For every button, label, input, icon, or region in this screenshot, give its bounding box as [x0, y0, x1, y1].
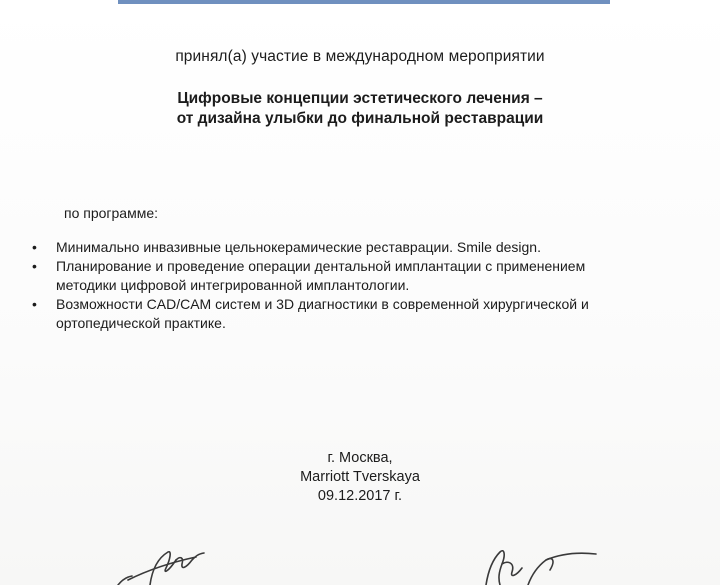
event-date: 09.12.2017 г.: [317, 488, 403, 504]
venue-city: г. Москва,: [327, 450, 393, 466]
bullet-icon: •: [32, 239, 37, 255]
event-title-line-1: Цифровые концепции эстетического лечения –: [177, 90, 543, 107]
event-title: [0, 89, 720, 129]
venue-block: [200, 449, 520, 506]
program-item-line-2: методики цифровой интегрированной имплантологии.: [56, 277, 410, 293]
participation-statement: принял(а) участие в международном мероприятии: [175, 48, 545, 65]
program-item: [32, 257, 672, 295]
program-label: по программе:: [64, 205, 159, 221]
program-item: [32, 295, 672, 333]
top-border-line: [118, 0, 610, 4]
program-item-line-1: Планирование и проведение операции дентальной имплантации с применением: [56, 258, 586, 274]
program-item-line-2: ортопедической практике.: [56, 315, 226, 331]
signature-right: [486, 551, 596, 585]
program-item-line-1: Возможности CAD/CAM систем и 3D диагностики в современной хирургической и: [56, 296, 589, 312]
bullet-icon: •: [32, 296, 37, 312]
event-title-line-2: от дизайна улыбки до финальной реставрации: [176, 110, 544, 127]
program-list: [32, 238, 672, 333]
program-item-line-1: Минимально инвазивные цельнокерамические реставрации. Smile design.: [56, 239, 541, 255]
program-item: [32, 238, 672, 257]
signature-left: [118, 552, 204, 585]
bullet-icon: •: [32, 258, 37, 274]
signatures: [0, 530, 720, 585]
venue-place: Marriott Tverskaya: [300, 469, 420, 485]
